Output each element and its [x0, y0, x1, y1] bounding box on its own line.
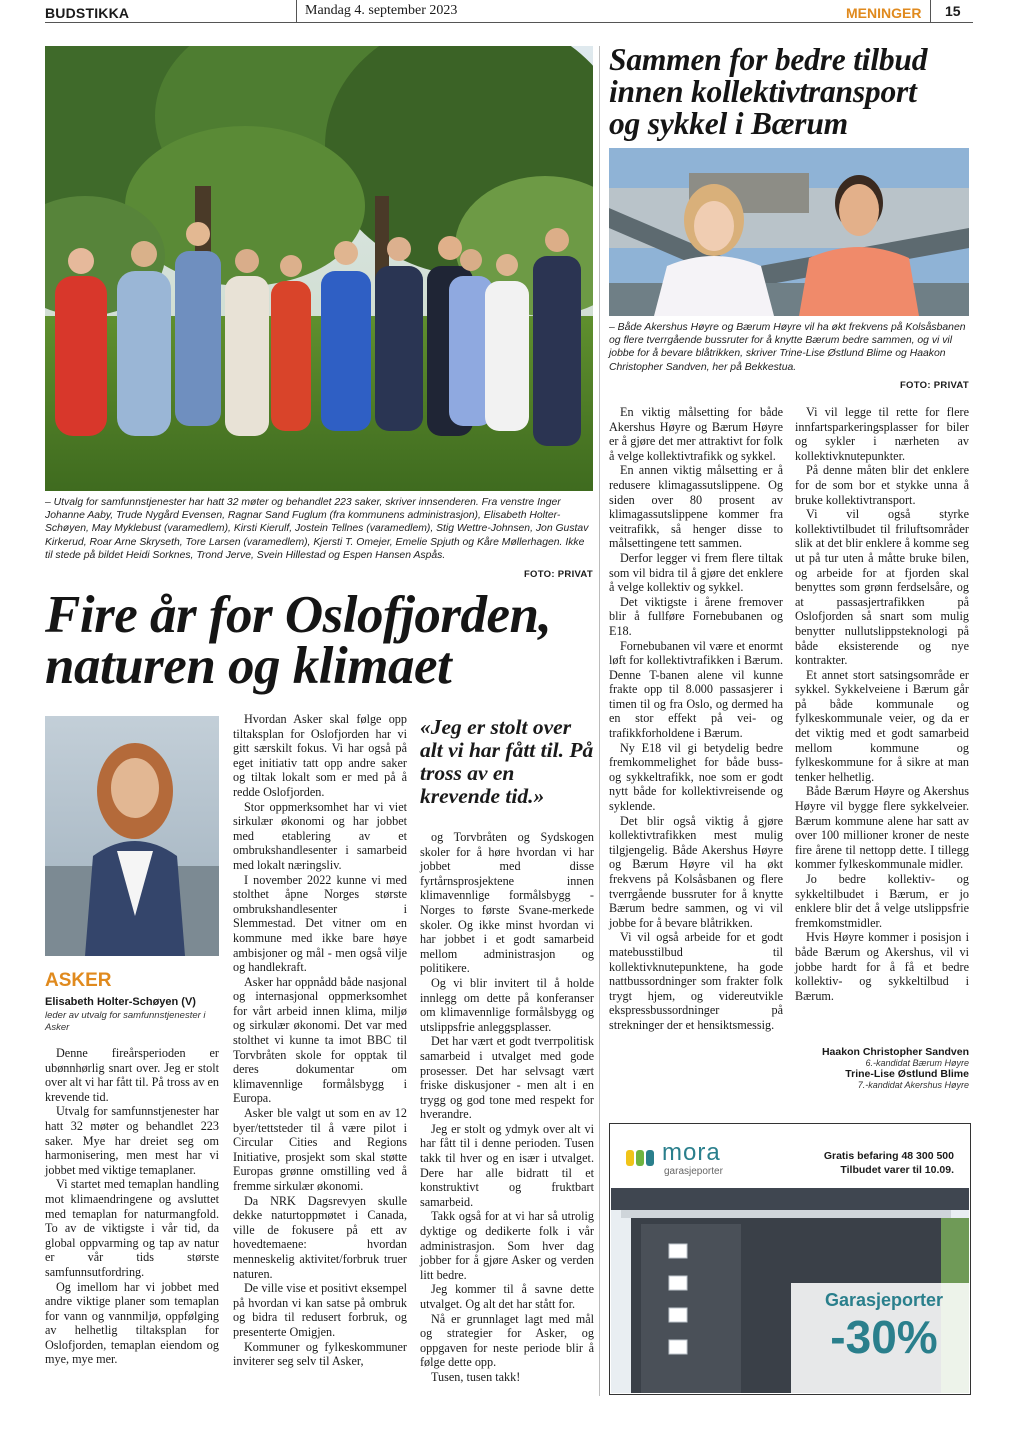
- paragraph: Fornebubanen vil være et enormt løft for kollektivtrafikken i Bærum. Denne T-banen alene vil kunne frakte opp til 8.000 passasjerer i timen til og fra Oslo, og dermed ha en stor effekt på vei- og trafikkforholdene i Bærum.: [609, 638, 783, 741]
- paragraph: Vi vil også arbeide for et godt matebusstilbud til kollektivknutepunktene, ha gode nattbussordninger som frakter folk trygt hjem, og videreutvikle ekspressbussordninger på strekninger der et hensiktsmessig.: [609, 930, 783, 1032]
- paragraph: Tusen, tusen takk!: [431, 1369, 521, 1384]
- paragraph: Jo bedre kollektiv- og sykkeltilbudet i Bærum, er jo enklere blir det å velge utslippsfrie fremkomstmidler.: [795, 872, 969, 930]
- paragraph: En viktig målsetting for både Akershus Høyre og Bærum Høyre er å gjøre det mer attraktivt for folk å velge kollektivtrafikk og sykkel.: [609, 405, 783, 463]
- right-article-column-1: [609, 405, 783, 1033]
- signature-role: 6.-kandidat Bærum Høyre: [865, 1058, 969, 1068]
- left-article-column-3: [420, 830, 594, 1385]
- paragraph: Asker har oppnådd både nasjonal og internasjonal oppmerksomhet for vårt arbeid innen klima, miljø og sirkulær økonomi. Det var med stolthet vi kunne ta imot BBC til Torvbråten skole for opptak til deres dokumentar om klimavennlige formålsbygg i Europa.: [233, 974, 407, 1106]
- paragraph: Det viktigste i årene fremover blir å fullføre Fornebubanen og E18.: [609, 594, 783, 638]
- header-rule: [45, 22, 973, 23]
- paragraph: Både Bærum Høyre og Akershus Høyre vil bygge flere sykkelveier. Bærum kommune alene har satt av over 100 millioner kroner de neste fire årene til nettopp dette. I tillegg kommer fylkeskommunale midler.: [795, 784, 969, 872]
- signature-name: Haakon Christopher Sandven: [821, 1046, 969, 1058]
- paragraph: I november 2022 kunne vi med stolthet åpne Norges største ombrukshandlesenter i Slemmestad. Det vitner om en kommune med ikke bare høye ambisjoner og mål - men også vilje og handlekraft.: [233, 872, 407, 975]
- author-portrait-image: [45, 716, 219, 956]
- left-article-column-1: [45, 1046, 219, 1367]
- paragraph: De ville vise et positivt eksempel på hvordan vi kan satse på ombruk og bidra til redusert forbruk, og presenterte Omigjen.: [233, 1281, 407, 1339]
- issue-date: Mandag 4. september 2023: [296, 0, 475, 22]
- ad-offer: [800, 1150, 954, 1162]
- page-number: 15: [930, 0, 961, 22]
- paragraph: og Torvbråten og Sydskogen skoler for å høre hvordan vi har jobbet med disse fyrtårnsprosjektene innen klimavennlige formålsbygg - Norges to første Svane-merkede skoler. Og ikke minst hvordan vi har jobbet i et godt samarbeid mellom administrasjon og politikere.: [420, 830, 594, 976]
- paragraph: Jeg er stolt og ydmyk over alt vi har fått til i denne perioden. Tusen takk til hver og en især i utvalget. Dere har alle bidratt til et konstruktivt og fruktbart samarbeid.: [420, 1121, 594, 1209]
- group-photo-caption: – Utvalg for samfunnstjenester har hatt 32 møter og behandlet 223 saker, skriver innsenderen. Fra venstre Inger Johanne Aaby, Trude Nygård Evensen, Ragnar Sand Fuglum (fra kommunens administrasjon), Elisabeth Holter-Schøyen, May Myklebust (varamedlem), Kirsti Kierulf, Jostein Tellnes (varamedlem), Stig Wettre-Johnsen, Jon Gustav Kirkerud, Roar Arne Skryseth, Tore Larsen (varamedlem), Kjersti T. Omejer, Emelie Spjuth og Kåre Møllerhagen. Ikke til stede på bildet Heidi Sorknes, Trond Jerve, Svein Hillestad og Espen Hansen Aspås.: [45, 497, 589, 561]
- duo-photo-caption: – Både Akershus Høyre og Bærum Høyre vil ha økt frekvens på Kolsåsbanen og flere tverrgående bussruter for å knytte Bærum bedre sammen, og vi vil jobbe for å bevare blåtrikken, skriver Trine-Lise Østlund Blime og Haakon Christopher Sandven, her på Bekkestua.: [609, 322, 966, 373]
- group-photo: [45, 46, 593, 491]
- paragraph: Da NRK Dagsrevyen skulle dekke naturtoppmøtet i Canada, ville de fokusere på ett av hovedtemaene: hvordan menneskelig aktivitet/forbruk truer naturen.: [233, 1193, 407, 1281]
- paragraph: Vi vil også styrke kollektivtilbudet til friluftsområder slik at det blir enklere å komme seg ut på tur uten å måtte bruke bilen, og arbeide for at fjorden skal benyttes som grønn ferdselsåre, og at passasjertrafikken på Oslofjorden så snart som mulig benytter nullutslippsteknologi på både eksisterende og nye kontrakter.: [795, 507, 969, 668]
- paragraph: Denne fireårsperioden er ubønnhørlig snart over. Jeg er stolt over alt vi har fått til. På tross av en krevende tid.: [45, 1046, 219, 1104]
- right-article-headline: [609, 44, 974, 140]
- paragraph: Det blir også viktig å gjøre kollektivtrafikken mest mulig tilgjengelig. Både Akershus Høyre og Bærum Høyre vil ha økt frekvens på Kolsåsbanen og flere tverrgående bussruter for å knytte Bærum bedre sammen, og vi vil jobbe for å bevare blåtrikken.: [609, 813, 783, 930]
- paragraph: Det har vært et godt tverrpolitisk samarbeid i utvalget med gode prosesser. Det har selvsagt vært friske diskusjoner - men alt i en trygg og god tone med respekt for hverandre.: [420, 1034, 594, 1122]
- ad-offer-prefix: Gratis befaring: [823, 1150, 899, 1162]
- headline-line-3: og sykkel i Bærum: [609, 106, 848, 141]
- paragraph: Hvis Høyre kommer i posisjon i både Bærum og Akershus, vil vi jobbe hardt for å få et bedre kollektiv- og sykkeltilbud i Bærum.: [795, 930, 969, 1003]
- author-name: Elisabeth Holter-Schøyen (V): [45, 996, 196, 1008]
- paragraph: Vi startet med temaplan handling mot klimaendringene og avsluttet med temaplan for naturmangfold. To av de viktigste i vår tid, da global oppvarming og tap av natur er vår tids største samfunnsutfordring.: [45, 1177, 219, 1279]
- pull-quote: «Jeg er stolt over alt vi har fått til. På tross av en krevende tid.»: [420, 715, 594, 808]
- paragraph: På denne måten blir det enklere for de som bor et stykke unna å bruke kollektivtransport.: [795, 463, 969, 507]
- mora-logo-text: mora: [662, 1139, 721, 1166]
- paragraph: Og imellom har vi jobbet med andre viktige planer som temaplan for vann og vannmiljø, oppfølging av helhetlig tiltaksplan for Oslofjorden, temaplan eiendom og mye, mye mer.: [45, 1279, 219, 1367]
- paragraph: Utvalg for samfunnstjenester har hatt 32 møter og behandlet 223 saker. Mye har dreiet seg om harmonisering, men mest har vi jobbet med viktige temaplaner.: [45, 1104, 219, 1177]
- duo-photo-credit: FOTO: PRIVAT: [899, 380, 969, 391]
- paragraph: Kommuner og fylkeskommuner inviterer seg selv til Asker,: [233, 1339, 407, 1369]
- paragraph: Derfor legger vi frem flere tiltak som vil bidra til å gjøre det enklere å velge kollektiv og sykkel.: [609, 550, 783, 595]
- headline-line-2: innen kollektivtransport: [609, 74, 917, 109]
- group-photo-image: [45, 46, 593, 491]
- ad-product: Garasjeporter: [824, 1290, 944, 1310]
- signature-block: [780, 1046, 969, 1090]
- place-label: ASKER: [45, 970, 112, 991]
- author-role: leder av utvalg for samfunnstjenester i Asker: [45, 1010, 206, 1033]
- right-article-column-2: [795, 405, 969, 1003]
- signature-role: 7.-kandidat Akershus Høyre: [857, 1080, 969, 1090]
- duo-photo-image: [609, 148, 969, 316]
- mora-advertisement[interactable]: [609, 1123, 971, 1395]
- duo-photo: [609, 148, 969, 316]
- paragraph: Et annet stort satsingsområde er sykkel. Sykkelveiene i Bærum går på både kommunale og fylkeskommunale veier, og da er det viktig med et godt samarbeid mellom kommune og fylkeskommune for å sikre at man tenker helhetlig.: [795, 667, 969, 784]
- mora-logo: [626, 1146, 660, 1172]
- group-photo-credit: FOTO: PRIVAT: [523, 569, 593, 580]
- left-article-headline: [45, 586, 600, 695]
- ad-offer-phone: 48 300 500: [901, 1150, 954, 1162]
- newspaper-name: BUDSTIKKA: [45, 5, 130, 21]
- paragraph: Asker ble valgt ut som en av 12 byer/tettsteder til å være pilot i Circular Cities and Regions Initiative, prosjekt som skal støtte Europas grønne omstilling ved å fremme sirkulær økonomi.: [233, 1106, 407, 1193]
- left-article-column-2: [233, 712, 407, 1369]
- paragraph: Ny E18 vil gi betydelig bedre fremkommelighet for både buss- og sykkeltrafikk, noe som er godt nytt både for kollektivreisende og syklende.: [609, 740, 783, 814]
- mora-logo-icon: [626, 1146, 660, 1168]
- paragraph: Jeg kommer til å savne dette utvalget. Og alt det har stått for.: [420, 1282, 594, 1311]
- headline-line-2: naturen og klimaet: [45, 637, 452, 695]
- paragraph: Og vi blir invitert til å holde innlegg om dette på konferanser om klimavennlige formålsbygg og utslippsfrie anleggsplasser.: [420, 975, 594, 1034]
- paragraph: Nå er grunnlaget lagt med mål og strategier for Asker, og oppgaven for neste periode blir å følge dette opp.: [420, 1311, 594, 1370]
- mora-logo-subtext: garasjeporter: [664, 1166, 723, 1177]
- garage-image: [611, 1188, 969, 1393]
- signature-name: Trine-Lise Østlund Blime: [845, 1068, 969, 1080]
- ad-discount: -30%: [830, 1311, 938, 1363]
- paragraph: Hvordan Asker skal følge opp tiltaksplan for Oslofjorden har vi gitt særskilt fokus. Vi har også på eget initiativ tatt opp andre saker og tiltak lokalt som er med på å redde Oslofjorden.: [233, 712, 407, 799]
- column-divider: [599, 46, 600, 1396]
- headline-line-1: Fire år for Oslofjorden,: [45, 586, 552, 644]
- paragraph: Takk også for at vi har så utrolig dyktige og dedikerte folk i vår administrasjon. Som hver dag jobber for å gjøre Asker og verden litt bedre.: [420, 1209, 594, 1282]
- section-name: MENINGER: [846, 5, 922, 21]
- ad-offer-valid: Tilbudet varer til 10.09.: [840, 1164, 954, 1176]
- paragraph: Stor oppmerksomhet har vi viet sirkulær økonomi og har jobbet med etablering av et ombrukshandlesenter i samarbeid med lokalt næringsliv.: [233, 799, 407, 872]
- paragraph: Vi vil legge til rette for flere innfartsparkeringsplasser for biler og sykler i nærheten av kollektivknutepunkter.: [795, 405, 969, 463]
- headline-line-1: Sammen for bedre tilbud: [609, 42, 928, 77]
- paragraph: En annen viktig målsetting er å redusere klimagassutslippene. Og siden over 80 prosent av klimagassutslippene kommer fra veitrafikk, så henger disse to målsettingene tett sammen.: [609, 463, 783, 551]
- author-portrait: [45, 716, 219, 956]
